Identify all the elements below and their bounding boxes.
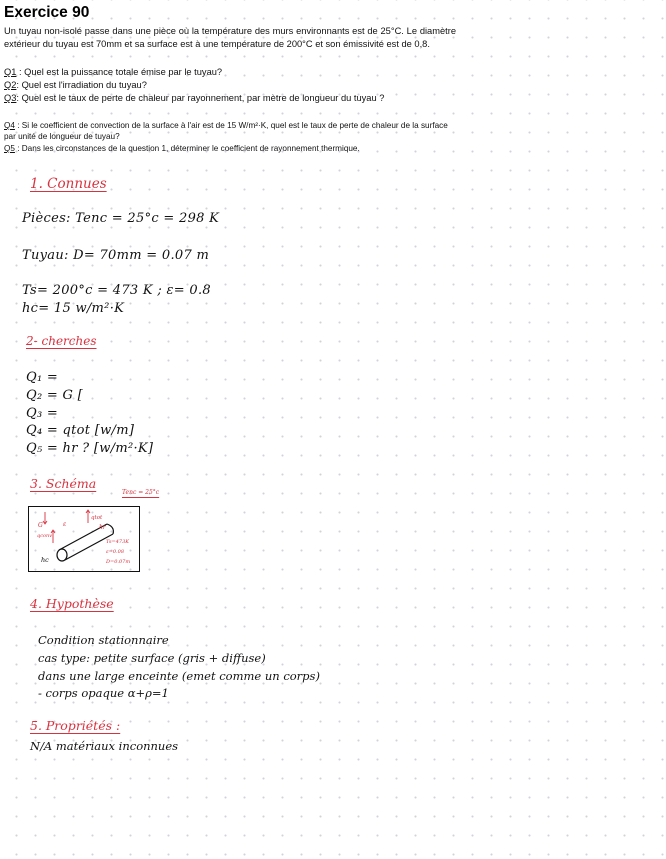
schema-qtot-label: qtot: [91, 515, 103, 521]
unknown-q1: Q₁ =: [26, 370, 59, 385]
section-cherches-heading: 2- cherches: [26, 334, 97, 348]
section-connues-heading: 1. Connues: [30, 176, 107, 192]
unknown-q3: Q₃ =: [26, 406, 59, 421]
hypothesis-2: cas type: petite surface (gris + diffuse): [38, 651, 266, 665]
properties-line: N/A matériaux inconnues: [30, 739, 179, 753]
schema-hr-label: hr: [99, 524, 106, 531]
schema-g-label: G: [38, 522, 43, 529]
hypothesis-3: dans une large enceinte (emet comme un corps): [38, 669, 320, 683]
question-4: Q4 : Si le coefficient de convection de la surface à l'air est de 15 W/m²·K, quel est le taux de perte de chaleur de la surface par unité de longueur de tuyau?: [4, 121, 448, 141]
unknown-q4: Q₄ = qtot [w/m]: [26, 423, 135, 438]
pipe-diagram: [29, 507, 139, 571]
schema-hc-label: hc: [41, 556, 49, 564]
known-tuyau: Tuyau: D= 70mm = 0.07 m: [22, 248, 210, 263]
schema-tenc-label: Tenc = 25°c: [122, 489, 160, 496]
schema-box: [28, 506, 140, 572]
question-2: Q2: Quel est l'irradiation du tuyau?: [4, 80, 147, 90]
section-hypothese-heading: 4. Hypothèse: [30, 596, 114, 611]
schema-d-label: D=0.07m: [106, 559, 131, 565]
hypothesis-1: Condition stationnaire: [38, 633, 169, 647]
exercise-title: Exercice 90: [4, 4, 90, 21]
unknown-q5: Q₅ = hr ? [w/m²·K]: [26, 441, 154, 456]
hypothesis-4: - corps opaque α+ρ=1: [38, 686, 169, 700]
question-3: Q3: Quel est le taux de perte de chaleur par rayonnement, par mètre de longueur du tuyau ?: [4, 93, 385, 103]
section-proprietes-heading: 5. Propriétés :: [30, 718, 121, 733]
exercise-intro: Un tuyau non-isolé passe dans une pièce où la température des murs environnants est de 25°C. Le diamètre extérieur du tuyau est 70mm et sa surface est à une température de 200°C et son émissivité est de 0,8.: [4, 26, 456, 50]
known-pieces: Pièces: Tenc = 25°c = 298 K: [22, 211, 220, 226]
known-ts-epsilon: Ts= 200°c = 473 K ; ε= 0.8: [22, 283, 211, 298]
schema-ts-label: Ts=473K: [106, 539, 130, 545]
section-schema-heading: 3. Schéma: [30, 476, 97, 491]
pipe-far-end: [107, 524, 113, 534]
schema-eps-label: ε=0.08: [106, 549, 125, 555]
pipe-end: [57, 549, 67, 561]
question-1: Q1 : Quel est la puissance totale émise par le tuyau?: [4, 67, 223, 77]
schema-epsilon-label: ε: [63, 521, 67, 528]
schema-qconv-label: qconv: [37, 533, 53, 539]
question-5: Q5 : Dans les circonstances de la question 1, déterminer le coefficient de rayonnement thermique.: [4, 144, 360, 153]
unknown-q2: Q₂ = G [: [26, 388, 84, 403]
known-hc: hc= 15 w/m²·K: [22, 301, 125, 316]
